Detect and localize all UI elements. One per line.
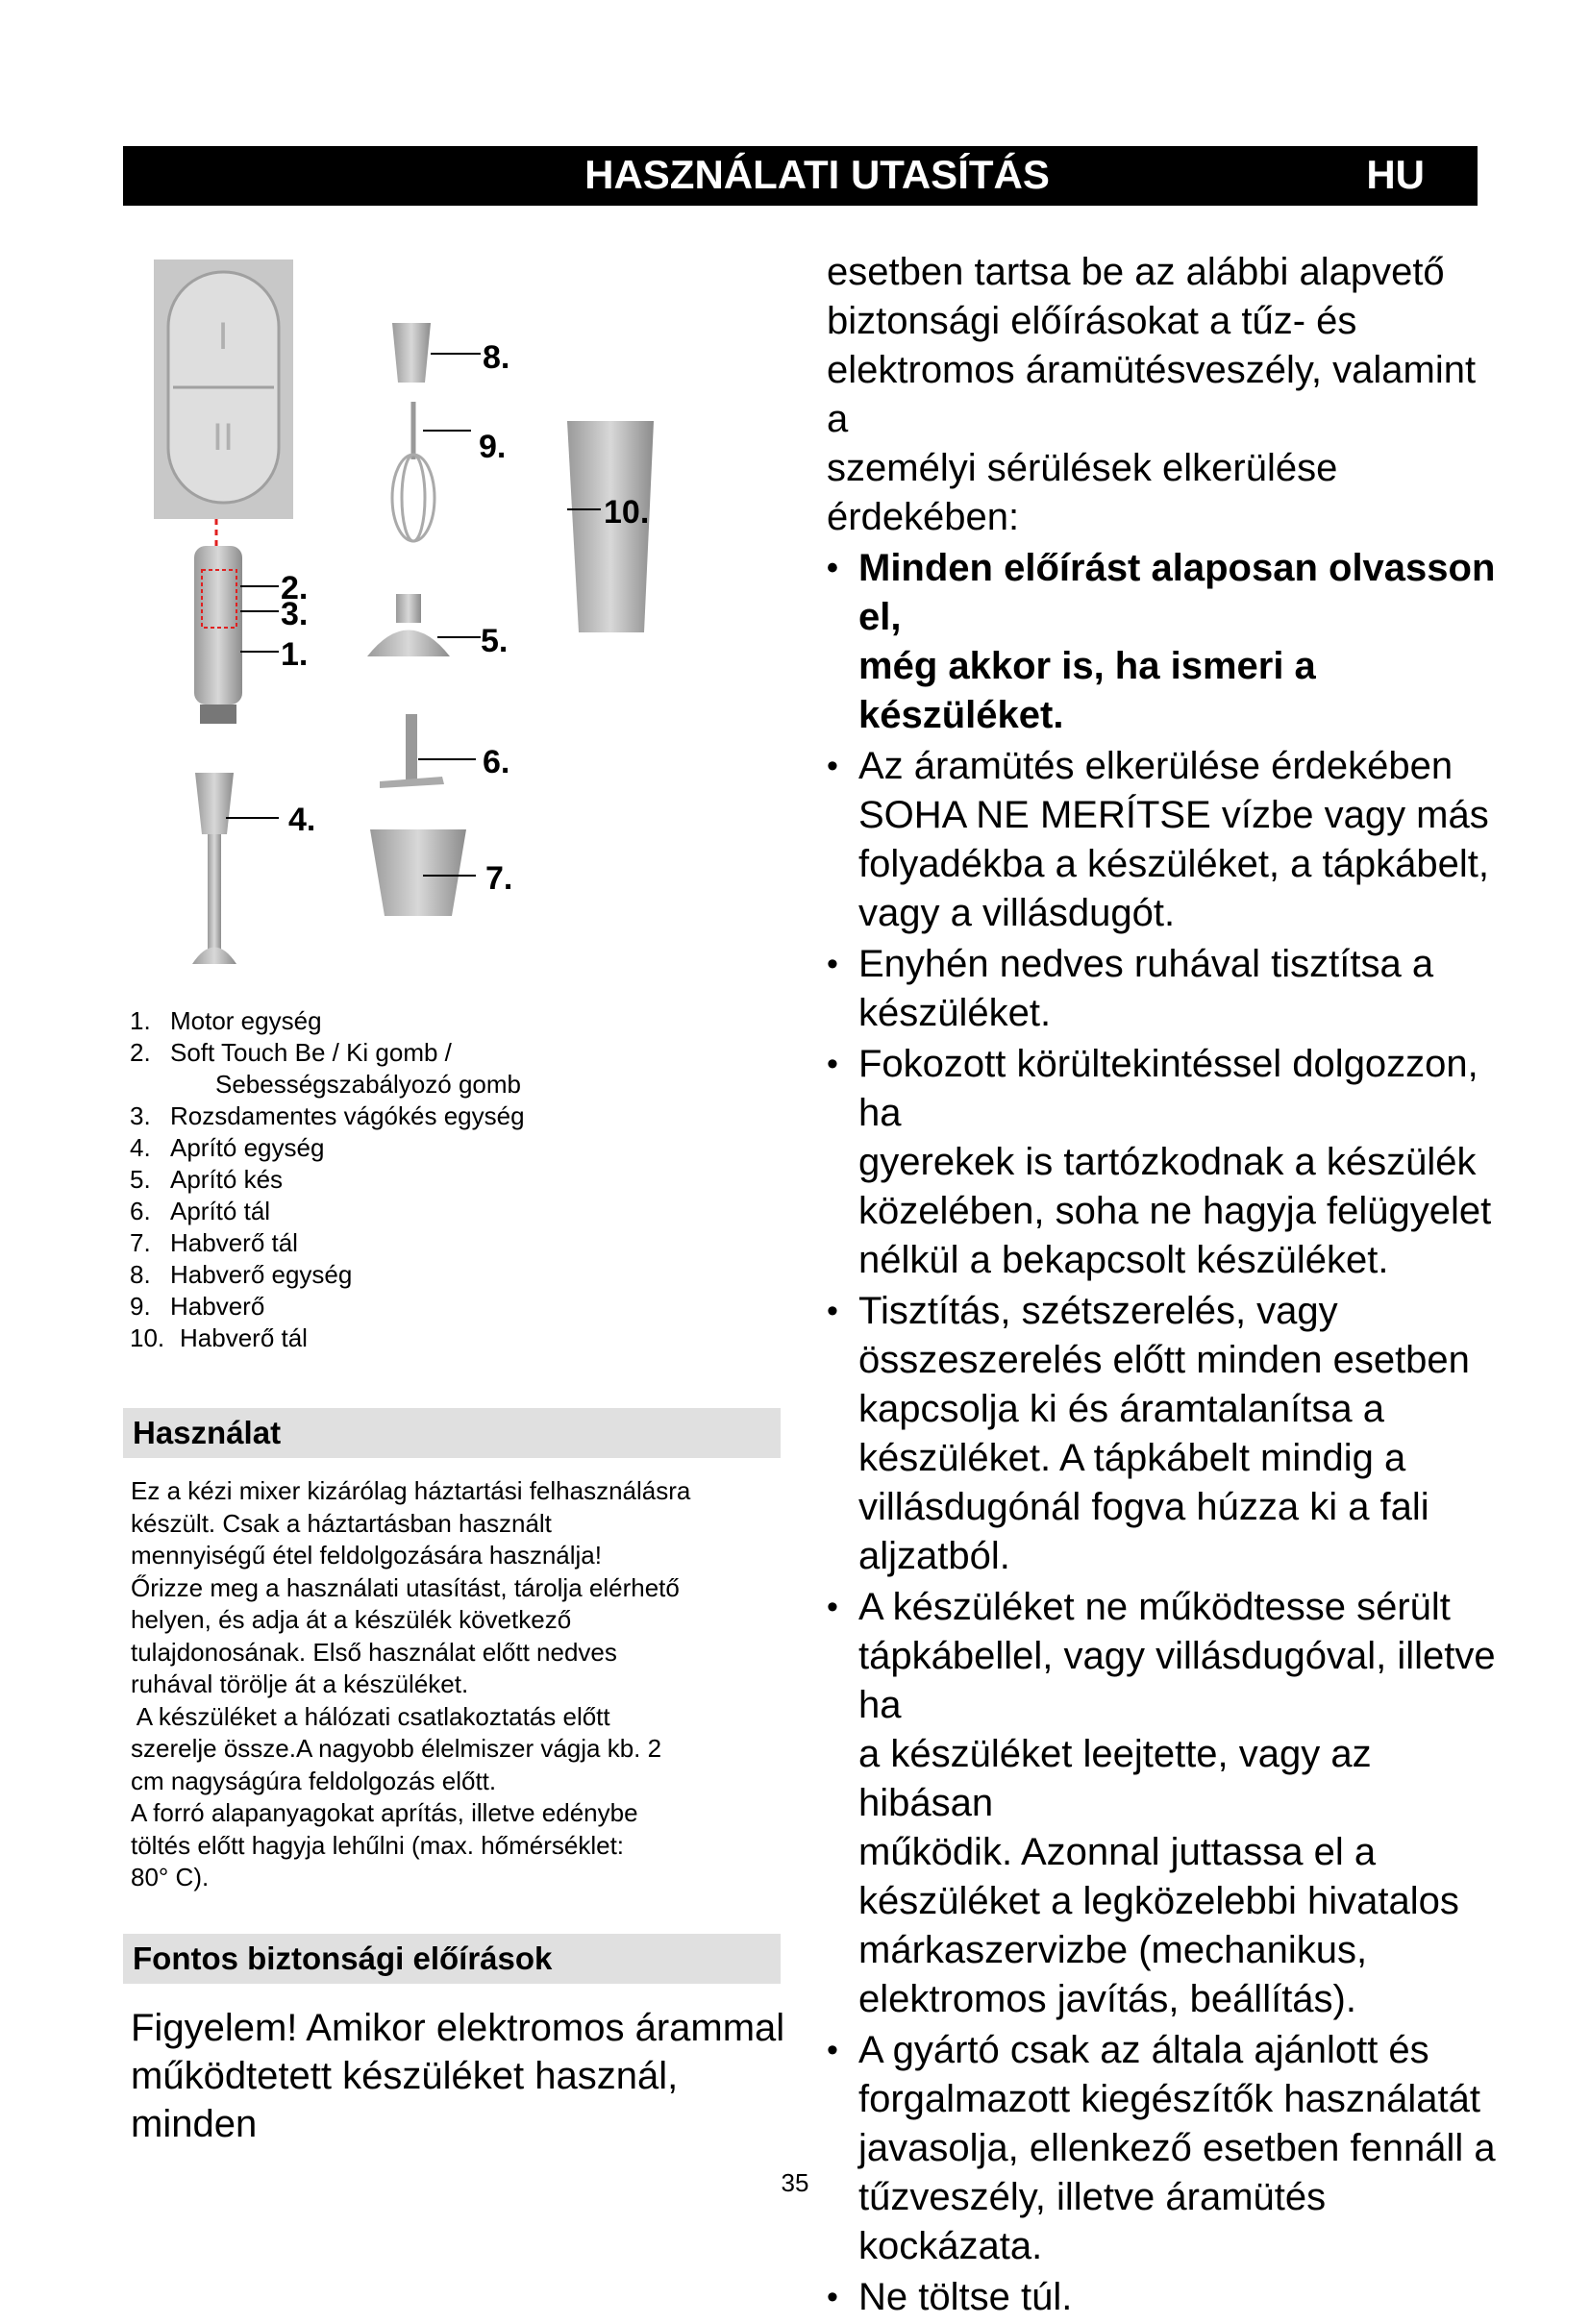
- label-7: 7.: [485, 860, 513, 897]
- usage-text: Ez a kézi mixer kizárólag háztartási felhasználásra készült. Csak a háztartásban használt mennyiségű étel feldolgozására használja! Őrizze meg a használati utasítást, tárolja elérhető helyen, és adja át a készülék következő tulajdonosának. Első használat előtt nedves ruhával törölje át a készüléket. A készüléket a hálózati csatlakoztatás előtt szerelje össze.A nagyobb élelmiszer vágja kb. 2 cm nagyságúra feldolgozás előtt. A forró alapanyagokat aprítás, illetve edénybe töltés előtt hagyja lehűlni (max. hőmérséklet: 80° C).: [131, 1476, 691, 1891]
- safety-intro: esetben tartsa be az alábbi alapvető biztonsági előírásokat a tűz- és elektromos áramütésveszély, valamint a személyi sérülések elkerülése érdekében:: [827, 251, 1477, 538]
- list-item: • Ne töltse túl.: [827, 2273, 1500, 2322]
- list-item: • Az áramütés elkerülése érdekében SOHA NE MERÍTSE vízbe vagy más folyadékba a készüléket, a tápkábelt, vagy a villásdugót.: [827, 742, 1500, 938]
- list-item: • Tisztítás, szétszerelés, vagy összeszerelés előtt minden esetben kapcsolja ki és áramtalanítsa a készüléket. A tápkábelt mindig a villásdugónál fogva húzza ki a fali aljzatból.: [827, 1287, 1500, 1581]
- page-number: 35: [781, 2168, 809, 2197]
- product-diagram: [144, 258, 769, 988]
- list-item: 6. Aprító tál: [130, 1197, 271, 1225]
- label-5: 5.: [481, 623, 509, 659]
- label-6: 6.: [483, 744, 510, 780]
- page-title: HASZNÁLATI UTASÍTÁS: [584, 152, 1050, 197]
- list-item: 5. Aprító kés: [130, 1165, 284, 1194]
- label-4: 4.: [288, 802, 316, 838]
- language-code: HU: [1366, 152, 1425, 197]
- header-bar: [123, 146, 1478, 206]
- usage-heading: Használat: [123, 1408, 781, 1458]
- label-10: 10.: [604, 494, 650, 531]
- blender-shaft: [192, 773, 236, 964]
- label-3: 3.: [281, 596, 309, 632]
- list-item: 4. Aprító egység: [130, 1133, 325, 1162]
- warning-text: Figyelem! Amikor elektromos árammal működtetett készüléket használ, minden: [131, 2007, 785, 2145]
- safety-rules-column: [827, 248, 1500, 2324]
- list-item: 1. Motor egység: [130, 1006, 322, 1035]
- label-1: 1.: [281, 636, 309, 673]
- list-item: 3. Rozsdamentes vágókés egység: [130, 1101, 525, 1130]
- list-item: Sebességszabályozó gomb: [215, 1070, 521, 1099]
- whisk-unit-shape: [392, 323, 431, 383]
- chopper-blade-shape: [380, 714, 444, 788]
- parts-list: [130, 1005, 803, 1354]
- safety-rules-list: [827, 544, 1500, 2322]
- list-item: • Fokozott körültekintéssel dolgozzon, ha gyerekek is tartózkodnak a készülék közelében, soha ne hagyja felügyelet nélkül a bekapcsolt készüléket.: [827, 1040, 1500, 1285]
- button-mark-2: II: [211, 416, 235, 458]
- safety-heading: Fontos biztonsági előírások: [123, 1934, 781, 1984]
- list-item: 2. Soft Touch Be / Ki gomb /: [130, 1038, 452, 1067]
- list-item: • A gyártó csak az általa ajánlott és forgalmazott kiegészítők használatát javasolja, ellenkező esetben fennáll a tűzveszély, illetve áramütés kockázata.: [827, 2026, 1500, 2271]
- list-item: • Minden előírást alaposan olvasson el, még akkor is, ha ismeri a készüléket.: [827, 544, 1500, 740]
- chopper-lid-shape: [367, 630, 450, 657]
- label-2: 2.: [281, 570, 309, 606]
- chopper-bowl-shape: [370, 829, 466, 916]
- list-item: 10. Habverő tál: [130, 1323, 308, 1352]
- list-item: 7. Habverő tál: [130, 1228, 298, 1257]
- label-9: 9.: [479, 429, 507, 465]
- motor-unit: [194, 546, 242, 724]
- list-item: 8. Habverő egység: [130, 1260, 353, 1289]
- label-8: 8.: [483, 339, 510, 376]
- list-item: • Enyhén nedves ruhával tisztítsa a készüléket.: [827, 940, 1500, 1038]
- button-panel: [154, 260, 293, 519]
- list-item: 9. Habverő: [130, 1292, 265, 1321]
- list-item: • A készüléket ne működtesse sérült tápkábellel, vagy villásdugóval, illetve ha a készüléket leejtette, vagy az hibásan működik. Azonnal juttassa el a készüléket a legközelebbi hivatalos márkaszervizbe (mechanikus, elektromos javítás, beállítás).: [827, 1583, 1500, 2024]
- button-mark-1: I: [217, 315, 229, 358]
- whisk-shape: [392, 402, 435, 541]
